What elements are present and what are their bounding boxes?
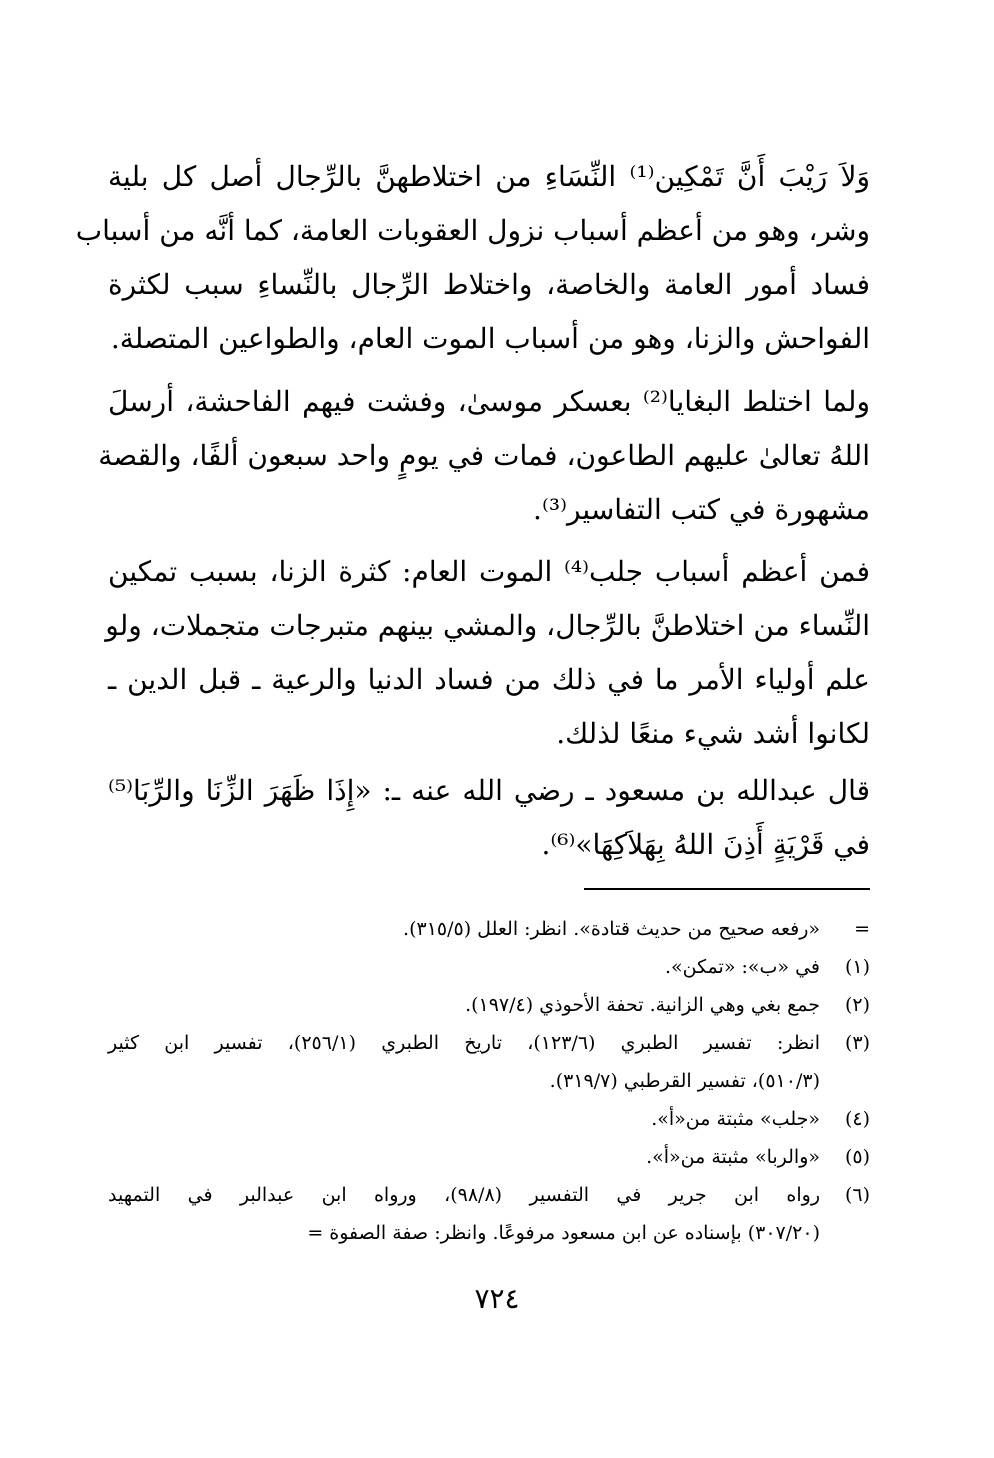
text-line: علم أولياء الأمر ما في ذلك من فساد الدنيا والرعية ـ قبل الدين ـ — [108, 663, 870, 696]
text-line: فساد أمور العامة والخاصة، واختلاط الرِّجال بالنِّساءِ سبب لكثرة — [108, 268, 870, 301]
text-line: وشر، وهو من أعظم أسباب نزول العقوبات العامة، كما أنَّه من أسباب — [75, 214, 870, 247]
footnote-text: (٥١٠/٣)، تفسير القرطبي (٣١٩/٧). — [549, 1070, 820, 1092]
text-line: اللهُ تعالىٰ عليهم الطاعون، فمات في يومٍ واحد سبعون ألفًا، والقصة — [98, 439, 870, 472]
footnote-5 — [108, 1138, 870, 1176]
text-line: وَلاَ رَيْبَ أَنَّ تَمْكِين⁽¹⁾ النِّسَاءِ من اختلاطهنَّ بالرِّجال أصل كل بلية — [108, 160, 870, 193]
text-line: قال عبدالله بن مسعود ـ رضي الله عنه ـ: «إِذَا ظَهَرَ الزِّنَا والرِّبَا⁽⁵⁾ — [108, 774, 870, 807]
footnote-text: (٣٠٧/٢٠) بإسناده عن ابن مسعود مرفوعًا. وانظر: صفة الصفوة = — [307, 1222, 820, 1244]
footnote-number: (١) — [844, 956, 870, 978]
footnote-text: «والربا» مثبتة من«أ». — [646, 1146, 820, 1168]
page-number: ٧٢٤ — [474, 1282, 520, 1315]
text-line: مشهورة في كتب التفاسير⁽³⁾. — [533, 493, 870, 526]
text-line: ولما اختلط البغايا⁽²⁾ بعسكر موسىٰ، وفشت فيهم الفاحشة، أرسلَ — [108, 385, 870, 418]
footnote-6 — [108, 1176, 870, 1252]
footnote-separator — [584, 888, 870, 890]
footnote-text: انظر: تفسير الطبري (١٢٣/٦)، تاريخ الطبري (٢٥٦/١)، تفسير ابن كثير — [108, 1032, 820, 1054]
paragraph-2 — [98, 375, 870, 537]
paragraph-4 — [108, 764, 870, 872]
footnote-number: (٤) — [844, 1108, 870, 1130]
footnote-text: «جلب» مثبتة من«أ». — [651, 1108, 820, 1130]
footnote-text: رواه ابن جرير في التفسير (٩٨/٨)، ورواه ابن عبدالبر في التمهيد — [108, 1184, 820, 1206]
text-line: فمن أعظم أسباب جلب⁽⁴⁾ الموت العام: كثرة الزنا، بسبب تمكين — [108, 555, 870, 588]
footnote-1 — [108, 948, 870, 986]
footnote-4 — [108, 1100, 870, 1138]
footnote-marker: = — [854, 918, 870, 940]
footnote-number: (٢) — [844, 994, 870, 1016]
footnote-text: جمع بغي وهي الزانية. تحفة الأحوذي (١٩٧/٤). — [465, 994, 820, 1016]
paragraph-3 — [105, 545, 870, 761]
footnote-3 — [108, 1024, 870, 1100]
footnote-text: «رفعه صحيح من حديث قتادة». انظر: العلل (٣١٥/٥). — [403, 918, 820, 940]
footnote-2 — [108, 986, 870, 1024]
text-line: لكانوا أشد شيء منعًا لذلك. — [556, 717, 870, 750]
footnote-number: (٦) — [844, 1184, 870, 1206]
footnote-number: (٣) — [844, 1032, 870, 1054]
text-line: الفواحش والزنا، وهو من أسباب الموت العام، والطواعين المتصلة. — [110, 322, 870, 355]
text-line: النِّساء من اختلاطنَّ بالرِّجال، والمشي بينهم متبرجات متجملات، ولو — [105, 609, 870, 642]
footnotes — [108, 910, 870, 1252]
footnote-continued — [108, 910, 870, 948]
text-line: في قَرْيَةٍ أَذِنَ اللهُ بِهَلاَكِهَا»⁽⁶⁾. — [541, 828, 870, 861]
footnote-text: في «ب»: «تمكن». — [664, 956, 820, 978]
footnote-number: (٥) — [844, 1146, 870, 1168]
paragraph-1 — [75, 150, 870, 366]
